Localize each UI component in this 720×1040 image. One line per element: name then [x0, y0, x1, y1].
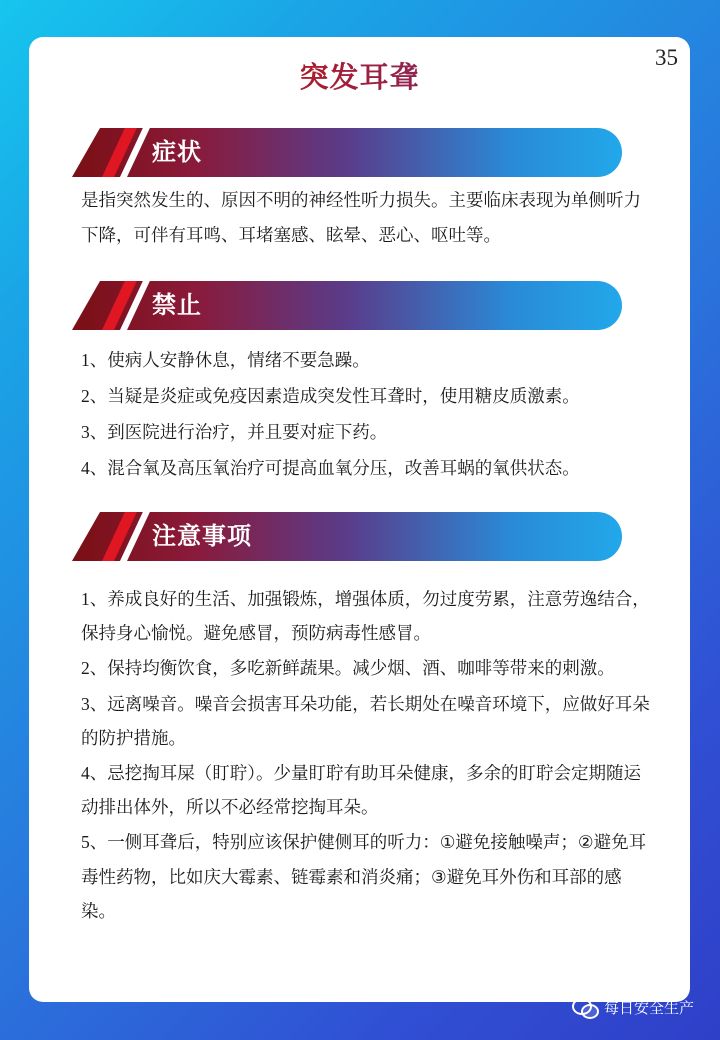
section-heading: 症状 — [152, 138, 202, 166]
section-header-symptoms — [72, 128, 622, 177]
list-item — [81, 379, 651, 415]
list-item-number: 2 — [81, 386, 90, 406]
list-item-number: 2 — [81, 658, 90, 679]
list-item-number: 3 — [81, 422, 90, 442]
list-item-number: 3 — [81, 693, 90, 714]
list-item — [81, 687, 651, 756]
list-item — [81, 651, 651, 686]
wechat-icon — [572, 998, 598, 1018]
content-card — [29, 37, 690, 1002]
section-heading: 注意事项 — [152, 522, 252, 550]
list-item-number: 4 — [81, 763, 90, 784]
page-title: 突发耳聋 — [29, 55, 690, 96]
list-item-number: 5 — [81, 832, 90, 853]
list-item — [81, 825, 651, 929]
section-header-notes — [72, 512, 622, 561]
list-item-text: 、远离噪音。噪音会损害耳朵功能，若长期处在噪音环境下，应做好耳朵的防护措施。 — [81, 694, 650, 749]
list-item-text: 、使病人安静休息，情绪不要急躁。 — [89, 351, 370, 371]
notes-list — [81, 582, 651, 929]
watermark — [572, 997, 694, 1018]
list-item-number: 4 — [81, 458, 90, 478]
list-item — [81, 756, 651, 825]
watermark-text: 每日安全生产 — [603, 999, 694, 1017]
list-item-number: 1 — [81, 589, 90, 609]
list-item-text: 、混合氧及高压氧治疗可提高血氧分压，改善耳蜗的氧供状态。 — [89, 459, 580, 479]
list-item-text: 、忌挖掏耳屎（盯聍）。少量盯聍有助耳朵健康，多余的盯聍会定期随运动排出体外，所以不必经常挖掏耳朵。 — [81, 764, 641, 819]
list-item-text: 、一侧耳聋后，特别应该保护健侧耳的听力：①避免接触噪声；②避免耳毒性药物，比如庆大霉素、链霉素和消炎痛；③避免耳外伤和耳部的感染。 — [81, 833, 647, 922]
section-header-prohibit — [72, 281, 622, 330]
list-item — [81, 582, 651, 651]
list-item-number: 1 — [81, 350, 90, 370]
symptoms-text: 是指突然发生的、原因不明的神经性听力损失。主要临床表现为单侧听力下降，可伴有耳鸣、耳堵塞感、眩晕、恶心、呕吐等。 — [81, 191, 641, 246]
list-item — [81, 451, 651, 487]
list-item-text: 、养成良好的生活、加强锻炼，增强体质，勿过度劳累，注意劳逸结合，保持身心愉悦。避免感冒，预防病毒性感冒。 — [81, 590, 650, 645]
list-item-text: 、保持均衡饮食，多吃新鲜蔬果。减少烟、酒、咖啡等带来的刺激。 — [89, 659, 615, 680]
prohibit-list — [81, 343, 651, 487]
section-heading: 禁止 — [152, 291, 202, 319]
list-item — [81, 415, 651, 451]
list-item — [81, 343, 651, 379]
list-item-text: 、到医院进行治疗，并且要对症下药。 — [89, 423, 388, 443]
list-item-text: 、当疑是炎症或免疫因素造成突发性耳聋时，使用糖皮质激素。 — [89, 387, 580, 407]
